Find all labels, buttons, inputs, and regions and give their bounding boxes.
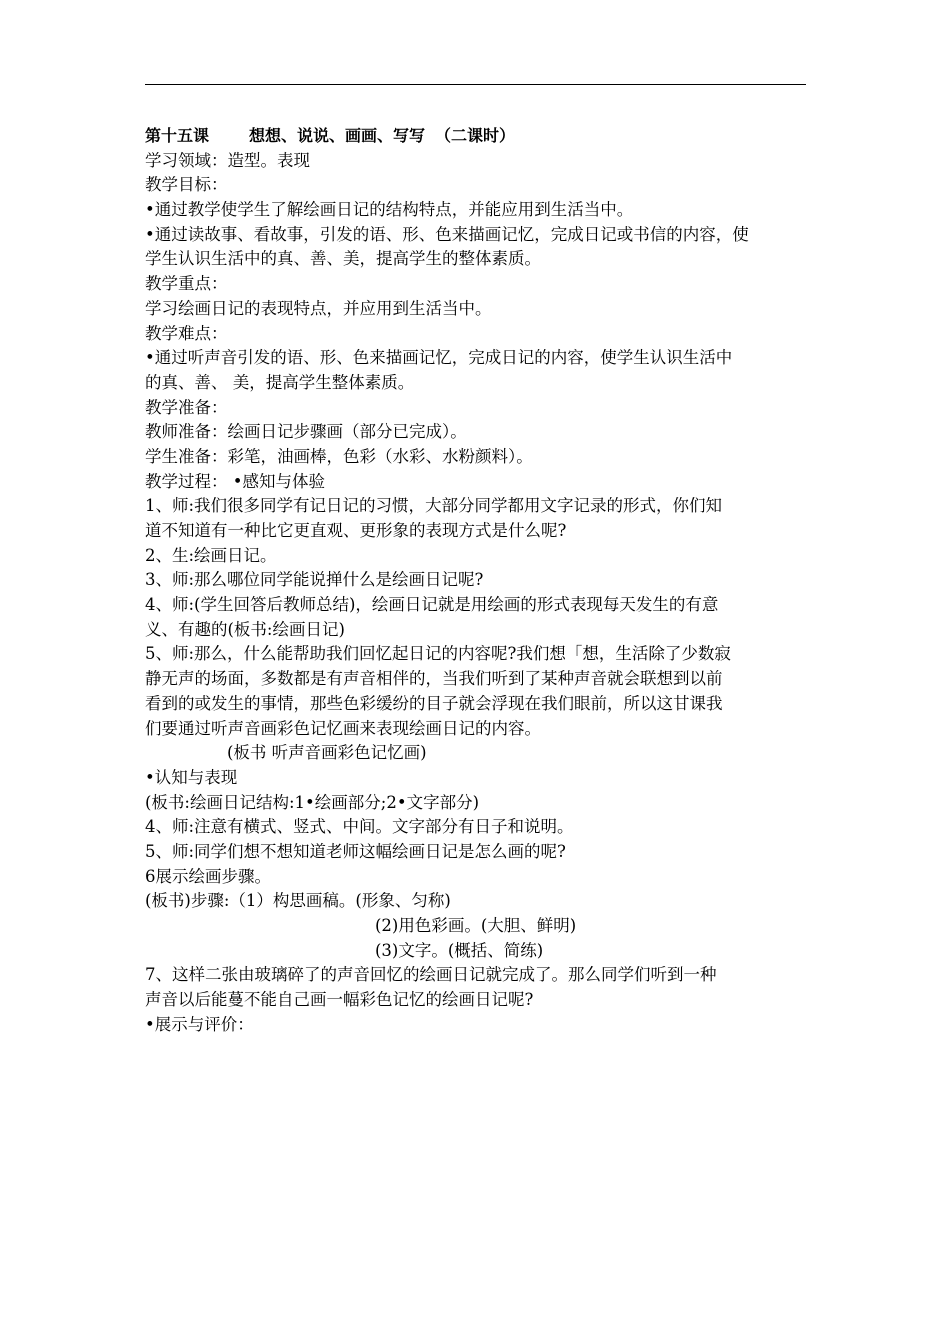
text-line: •通过教学使学生了解绘画日记的结构特点，并能应用到生活当中。	[145, 200, 634, 220]
text-line: 5、师:那么，什么能帮助我们回忆起日记的内容呢?我们想「想，生活除了少数寂	[145, 644, 731, 664]
text-line: (2)用色彩画。(大胆、鲜明)	[375, 916, 577, 935]
text-line: (板书)步骤:（1）构思画稿。(形象、匀称)	[145, 891, 451, 911]
text-line: 4、师:(学生回答后教师总结)，绘画日记就是用绘画的形式表现每天发生的有意	[145, 595, 719, 615]
text-line: •通过听声音引发的语、形、色来描画记忆，完成日记的内容，使学生认识生活中	[145, 348, 733, 368]
text-line: 道不知道有一种比它更直观、更形象的表现方式是什么呢?	[145, 521, 567, 540]
text-line: 教学过程： •感知与体验	[145, 471, 325, 491]
lesson-number: 第十五课	[145, 126, 210, 145]
text-line: 学生认识生活中的真、善、美，提高学生的整体素质。	[145, 249, 541, 269]
text-line: (板书 听声音画彩色记忆画)	[227, 743, 427, 763]
text-line: 6展示绘画步骤。	[145, 866, 271, 886]
text-line: 静无声的场面，多数都是有声音相伴的，当我们听到了某种声音就会联想到以前	[145, 669, 723, 689]
text-line: •认知与表现	[145, 767, 238, 787]
text-line: 的真、善、 美，提高学生整体素质。	[145, 372, 415, 392]
text-line: 2、生:绘画日记。	[145, 545, 277, 565]
lesson-title	[145, 124, 810, 149]
text-line: 义、有趣的(板书:绘画日记)	[145, 619, 345, 639]
text-line: 4、师:注意有横式、竖式、中间。文字部分有日子和说明。	[145, 817, 574, 837]
text-line: 1、师:我们很多同学有记日记的习惯，大部分同学都用文字记录的形式，你们知	[145, 496, 723, 516]
text-line: 教学准备：	[145, 397, 228, 417]
text-line: 3、师:那么哪位同学能说掸什么是绘画日记呢?	[145, 570, 484, 590]
document-body	[145, 124, 810, 1037]
text-line: 教师准备：绘画日记步骤画（部分已完成）。	[145, 422, 467, 442]
text-line: 声音以后能蔓不能自己画一幅彩色记忆的绘画日记呢?	[145, 990, 534, 1010]
text-line: 学生准备：彩笔，油画棒，色彩（水彩、水粉颜料）。	[145, 446, 533, 466]
text-line: 教学难点：	[145, 323, 228, 343]
text-line: 学习绘画日记的表现特点，并应用到生活当中。	[145, 298, 492, 318]
text-line: 学习领域：造型。表现	[145, 150, 310, 170]
text-line: 5、师:同学们想不想知道老师这幅绘画日记是怎么画的呢?	[145, 841, 566, 861]
text-line: (3)文字。(概括、简练)	[375, 940, 544, 960]
text-line: 看到的或发生的事情，那些色彩缓纷的目子就会浮现在我们眼前，所以这甘课我	[145, 693, 723, 713]
text-line: •通过读故事、看故事，引发的语、形、色来描画记忆，完成日记或书信的内容，使	[145, 224, 749, 244]
lesson-note: （二课时）	[435, 126, 516, 145]
text-line: (板书:绘画日记结构:1•绘画部分;2•文字部分)	[145, 792, 480, 812]
header-rule	[145, 84, 806, 85]
text-line: 7、这样二张由玻璃碎了的声音回忆的绘画日记就完成了。那么同学们听到一种	[145, 965, 717, 985]
text-line: •展示与评价：	[145, 1014, 254, 1034]
text-line: 们要通过听声音画彩色记忆画来表现绘画日记的内容。	[145, 718, 541, 738]
lesson-name: 想想、说说、画画、写写	[249, 126, 426, 145]
text-line: 教学重点：	[145, 274, 228, 294]
text-line: 教学目标：	[145, 175, 228, 195]
